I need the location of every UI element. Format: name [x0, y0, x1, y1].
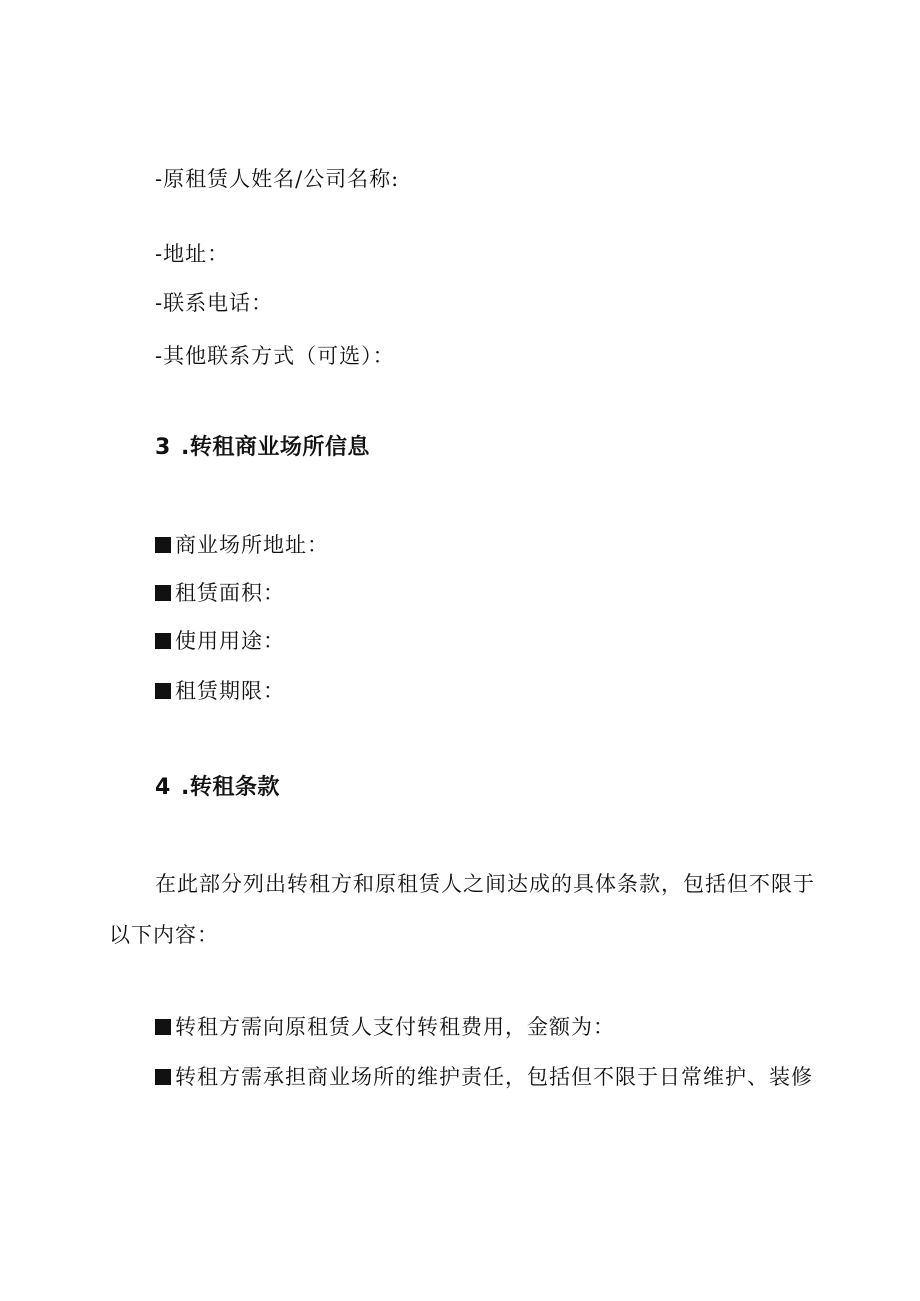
section-3-title: .转租商业场所信息: [181, 435, 370, 460]
section-4-heading: [155, 774, 280, 802]
section-3-item-label: 租赁期限：: [175, 679, 285, 703]
section-4-title: .转租条款: [181, 775, 280, 800]
section-4-item: [155, 1064, 813, 1090]
section-4-number: 4: [155, 775, 171, 800]
square-bullet-icon: [155, 1069, 171, 1085]
square-bullet-icon: [155, 585, 171, 601]
section-3-item: [155, 580, 285, 606]
original-lessor-address-label: -地址：: [155, 242, 230, 266]
section-3-item: [155, 678, 285, 704]
section-3-item: [155, 628, 285, 654]
section-4-intro-line-1: 在此部分列出转租方和原租赁人之间达成的具体条款，包括但不限于: [155, 872, 815, 896]
section-4-intro-line-2: 以下内容：: [109, 923, 219, 947]
section-3-item-label: 商业场所地址：: [175, 533, 329, 557]
original-lessor-other-contact-label: -其他联系方式（可选）：: [155, 344, 395, 368]
section-3-item-label: 租赁面积：: [175, 581, 285, 605]
section-4-item-label: 转租方需承担商业场所的维护责任，包括但不限于日常维护、装修: [175, 1065, 813, 1089]
section-3-heading: [155, 434, 370, 462]
original-lessor-phone-label: -联系电话：: [155, 291, 274, 315]
section-3-item: [155, 532, 329, 558]
section-4-item: [155, 1014, 615, 1040]
section-3-item-label: 使用用途：: [175, 629, 285, 653]
square-bullet-icon: [155, 633, 171, 649]
original-lessor-name-label: -原租赁人姓名/公司名称:: [155, 167, 400, 191]
section-4-item-label: 转租方需向原租赁人支付转租费用，金额为：: [175, 1015, 615, 1039]
square-bullet-icon: [155, 537, 171, 553]
square-bullet-icon: [155, 1019, 171, 1035]
section-3-number: 3: [155, 435, 171, 460]
square-bullet-icon: [155, 683, 171, 699]
